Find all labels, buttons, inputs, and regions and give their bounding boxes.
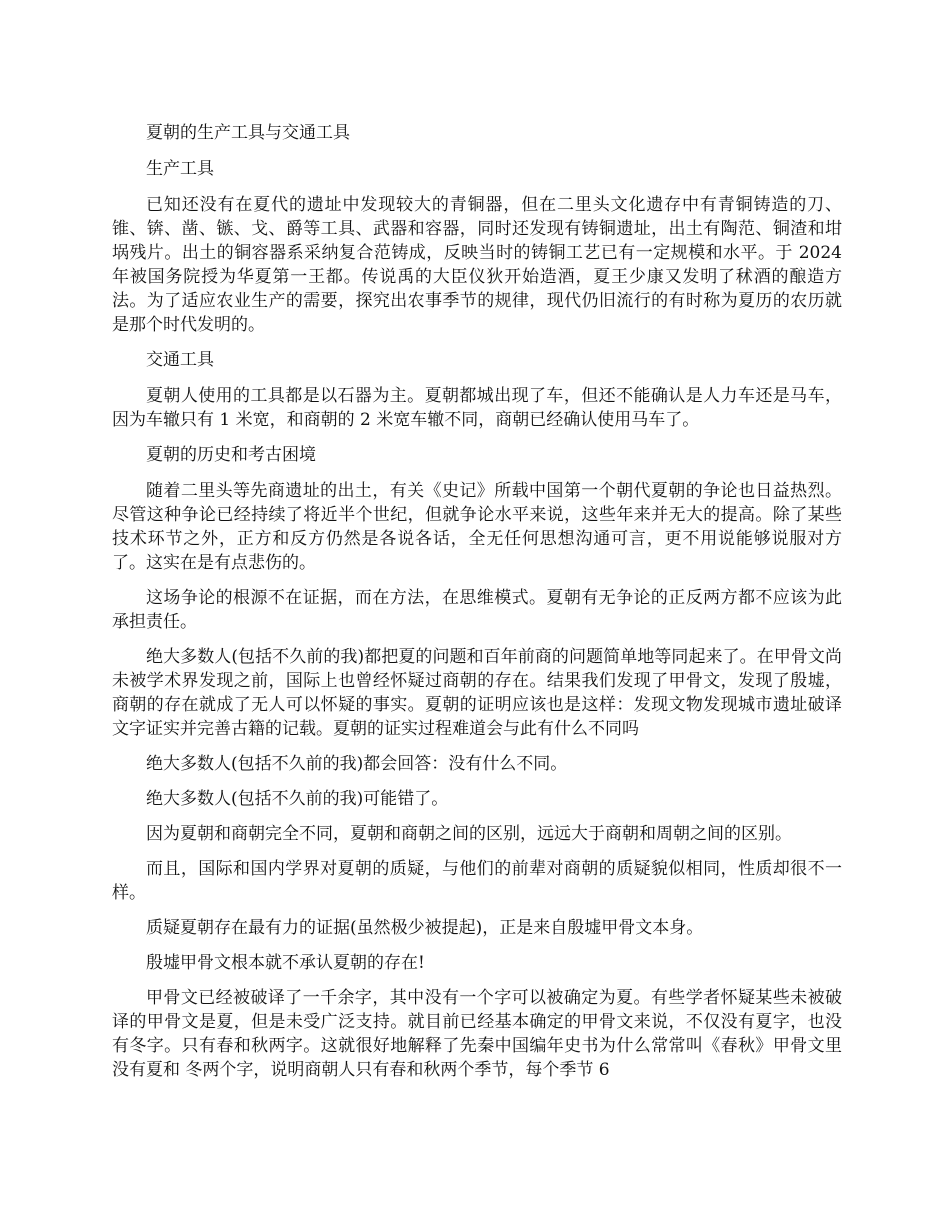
section-heading-transport-tools: 交通工具 [146,350,214,370]
paragraph-production-tools: 已知还没有在夏代的遗址中发现较大的青铜器，但在二里头文化遗存中有青铜铸造的刀、锥、锛、凿、镞、戈、爵等工具、武器和容器，同时还发现有铸铜遗址，出土有陶范、铜渣和坩埚残片。出土的铜容器系采纳复合范铸成，反映当时的铸铜工艺已有一定规模和水平。于 2024 年被国务院授为华夏第一王都。传说禹的大臣仪狄开始造酒，夏王少康又发明了秫酒的酿造方法。为了适应农业生产的需要，探究出农事季节的规律，现代仍旧流行的有时称为夏历的农历就是那个时代发明的。 [112,195,842,335]
section-heading-history-archaeology: 夏朝的历史和考古困境 [146,445,316,465]
section-heading-production-tools: 生产工具 [146,159,214,179]
paragraph-oracle-bone-characters: 甲骨文已经被破译了一千余字，其中没有一个字可以被确定为夏。有些学者怀疑某些未被破译的甲骨文是夏，但是未受广泛支持。就目前已经基本确定的甲骨文来说，不仅没有夏字，也没有冬字。只有春和秋两字。这就很好地解释了先秦中国编年史书为什么常常叫《春秋》甲骨文里没有夏和 冬两个字，说明商朝人只有春和秋两个季节，每个季节 6 [112,988,842,1080]
paragraph-xia-shang-comparison: 绝大多数人(包括不久前的我)都把夏的问题和百年前商的问题简单地等同起来了。在甲骨文尚未被学术界发现之前，国际上也曾经怀疑过商朝的存在。结果我们发现了甲骨文，发现了殷墟，商朝的存在就成了无人可以怀疑的事实。夏朝的证明应该也是这样：发现文物发现城市遗址破译文字证实并完善古籍的记载。夏朝的证实过程难道会与此有什么不同吗 [112,647,842,739]
document-page [112,121,842,1093]
paragraph-debate-root: 这场争论的根源不在证据，而在方法，在思维模式。夏朝有无争论的正反两方都不应该为此承担责任。 [112,588,842,632]
paragraph-oracle-bones-deny: 殷墟甲骨文根本就不承认夏朝的存在! [146,953,425,973]
paragraph-doubts-nature: 而且，国际和国内学界对夏朝的质疑，与他们的前辈对商朝的质疑貌似相同，性质却很不一样。 [112,859,842,903]
document-title: 夏朝的生产工具与交通工具 [146,123,350,143]
paragraph-transport-tools: 夏朝人使用的工具都是以石器为主。夏朝都城出现了车，但还不能确认是人力车还是马车，因为车辙只有 1 米宽，和商朝的 2 米宽车辙不同，商朝已经确认使用马车了。 [112,386,842,430]
paragraph-erlitou-debate: 随着二里头等先商遗址的出土，有关《史记》所载中国第一个朝代夏朝的争论也日益热烈。尽管这种争论已经持续了将近半个世纪，但就争论水平来说，这些年来并无大的提高。除了某些技术环节之外，正方和反方仍然是各说各话，全无任何思想沟通可言，更不用说能够说服对方了。这实在是有点悲伤的。 [112,481,842,573]
paragraph-strongest-evidence: 质疑夏朝存在最有力的证据(虽然极少被提起)，正是来自殷墟甲骨文本身。 [146,918,704,938]
paragraph-no-difference: 绝大多数人(包括不久前的我)都会回答：没有什么不同。 [146,754,568,774]
paragraph-xia-shang-different: 因为夏朝和商朝完全不同，夏朝和商朝之间的区别，远远大于商朝和周朝之间的区别。 [146,824,792,844]
paragraph-possibly-wrong: 绝大多数人(包括不久前的我)可能错了。 [146,789,449,809]
